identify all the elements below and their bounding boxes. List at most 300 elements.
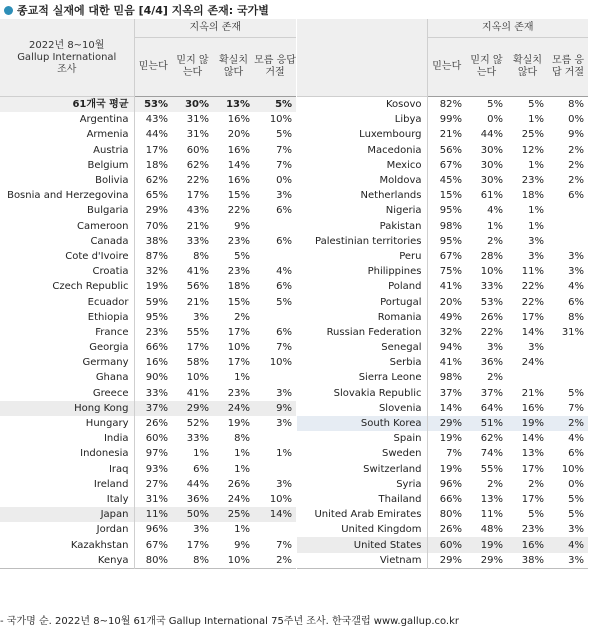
no-answer-value: 2% bbox=[568, 159, 585, 171]
unsure-value: 23% bbox=[521, 175, 544, 187]
country-name: Bulgaria bbox=[0, 203, 134, 218]
country-name: Mexico bbox=[297, 158, 427, 173]
table-row bbox=[0, 264, 296, 279]
no-answer-value: 14% bbox=[254, 507, 296, 522]
not-believe-value: 2% bbox=[487, 478, 503, 490]
unsure-value: 25% bbox=[213, 507, 254, 522]
not-believe-value: 64% bbox=[480, 402, 503, 414]
col-not-believe-header-right: 믿지 않는다 bbox=[466, 38, 507, 97]
table-row bbox=[297, 355, 588, 370]
believe-value: 95% bbox=[439, 235, 462, 247]
table-row bbox=[0, 188, 296, 203]
not-believe-value: 10% bbox=[186, 372, 209, 384]
believe-value: 95% bbox=[439, 205, 462, 217]
believe-value: 67% bbox=[439, 159, 462, 171]
country-name: Japan bbox=[0, 507, 134, 522]
no-answer-value: 3% bbox=[568, 250, 585, 262]
not-believe-value: 41% bbox=[186, 387, 209, 399]
believe-value: 37% bbox=[439, 387, 462, 399]
not-believe-value: 3% bbox=[487, 342, 503, 354]
no-answer-value: 0% bbox=[568, 478, 585, 490]
no-answer-value bbox=[254, 431, 296, 446]
table-row bbox=[297, 370, 588, 385]
unsure-value: 17% bbox=[227, 357, 250, 369]
no-answer-value: 2% bbox=[276, 554, 293, 566]
table-row bbox=[297, 158, 588, 173]
country-name: Philippines bbox=[297, 264, 427, 279]
unsure-value: 10% bbox=[227, 554, 250, 566]
believe-value: 49% bbox=[439, 311, 462, 323]
believe-value: 56% bbox=[439, 144, 462, 156]
not-believe-value: 1% bbox=[487, 220, 503, 232]
table-row bbox=[297, 507, 588, 522]
col-not-believe-header: 믿지 않는다 bbox=[172, 38, 213, 97]
believe-value: 32% bbox=[439, 326, 462, 338]
no-answer-value: 1% bbox=[276, 448, 293, 460]
table-row bbox=[297, 537, 588, 552]
country-name: Slovenia bbox=[297, 401, 427, 416]
unsure-value: 2% bbox=[234, 311, 250, 323]
no-answer-value: 9% bbox=[568, 129, 585, 141]
no-answer-value: 4% bbox=[568, 281, 585, 293]
country-name: Czech Republic bbox=[0, 279, 134, 294]
no-answer-value: 7% bbox=[276, 159, 293, 171]
country-name: Ethiopia bbox=[0, 310, 134, 325]
table-row bbox=[297, 234, 588, 249]
believe-value: 26% bbox=[439, 524, 462, 536]
unsure-value: 1% bbox=[528, 114, 544, 126]
no-answer-value bbox=[548, 219, 588, 234]
believe-value: 43% bbox=[145, 114, 168, 126]
not-believe-value: 62% bbox=[186, 159, 209, 171]
table-left bbox=[0, 19, 296, 569]
table-row bbox=[297, 310, 588, 325]
table-row bbox=[0, 112, 296, 127]
believe-value: 26% bbox=[145, 418, 168, 430]
table-row bbox=[0, 355, 296, 370]
country-name: Hungary bbox=[0, 416, 134, 431]
table-row bbox=[0, 340, 296, 355]
table-row bbox=[0, 173, 296, 188]
no-answer-value: 0% bbox=[276, 175, 293, 187]
not-believe-value: 4% bbox=[487, 205, 503, 217]
country-name: Belgium bbox=[0, 158, 134, 173]
country-name: Greece bbox=[0, 386, 134, 401]
survey-info-header bbox=[0, 19, 134, 97]
no-answer-value: 6% bbox=[276, 281, 293, 293]
country-name: Peru bbox=[297, 249, 427, 264]
unsure-value: 23% bbox=[227, 387, 250, 399]
table-row bbox=[297, 219, 588, 234]
table-right bbox=[297, 19, 588, 569]
believe-value: 41% bbox=[439, 281, 462, 293]
not-believe-value: 33% bbox=[480, 281, 503, 293]
unsure-value: 22% bbox=[227, 205, 250, 217]
unsure-value: 9% bbox=[234, 220, 250, 232]
no-answer-value: 9% bbox=[254, 401, 296, 416]
believe-value: 59% bbox=[145, 296, 168, 308]
believe-value: 29% bbox=[145, 205, 168, 217]
table-row bbox=[0, 234, 296, 249]
no-answer-value: 6% bbox=[568, 296, 585, 308]
unsure-value: 22% bbox=[521, 281, 544, 293]
country-name: Indonesia bbox=[0, 446, 134, 461]
table-row bbox=[297, 401, 588, 416]
not-believe-value: 11% bbox=[480, 509, 503, 521]
no-answer-value bbox=[254, 249, 296, 264]
believe-value: 87% bbox=[145, 250, 168, 262]
table-row bbox=[297, 97, 588, 113]
believe-value: 20% bbox=[439, 296, 462, 308]
believe-value: 27% bbox=[145, 478, 168, 490]
country-name: Serbia bbox=[297, 355, 427, 370]
country-name: Senegal bbox=[297, 340, 427, 355]
country-name: Switzerland bbox=[297, 462, 427, 477]
title-text: 종교적 실재에 대한 믿음 [4/4] 지옥의 존재: 국가별 bbox=[17, 4, 269, 17]
table-row bbox=[0, 507, 296, 522]
not-believe-value: 2% bbox=[487, 372, 503, 384]
table-right-body bbox=[297, 97, 588, 569]
no-answer-value: 4% bbox=[568, 433, 585, 445]
table-row bbox=[0, 401, 296, 416]
unsure-value: 14% bbox=[227, 159, 250, 171]
unsure-value: 13% bbox=[521, 448, 544, 460]
no-answer-value: 7% bbox=[276, 144, 293, 156]
believe-value: 82% bbox=[439, 99, 462, 111]
table-row bbox=[297, 553, 588, 569]
country-name: Bosnia and Herzegovina bbox=[0, 188, 134, 203]
not-believe-value: 51% bbox=[466, 416, 507, 431]
country-name: Iraq bbox=[0, 462, 134, 477]
no-answer-value bbox=[254, 370, 296, 385]
unsure-value: 2% bbox=[528, 478, 544, 490]
believe-value: 18% bbox=[145, 159, 168, 171]
not-believe-value: 44% bbox=[480, 129, 503, 141]
table-row bbox=[297, 325, 588, 340]
not-believe-value: 55% bbox=[186, 326, 209, 338]
no-answer-value: 3% bbox=[568, 266, 585, 278]
unsure-value: 1% bbox=[528, 205, 544, 217]
believe-value: 44% bbox=[145, 129, 168, 141]
table-row bbox=[297, 431, 588, 446]
unsure-value: 1% bbox=[234, 463, 250, 475]
unsure-value: 17% bbox=[521, 463, 544, 475]
no-answer-value bbox=[548, 203, 588, 218]
unsure-value: 12% bbox=[521, 144, 544, 156]
not-believe-value: 29% bbox=[172, 401, 213, 416]
country-name: Cameroon bbox=[0, 219, 134, 234]
believe-value: 66% bbox=[145, 342, 168, 354]
believe-value: 14% bbox=[439, 402, 462, 414]
not-believe-value: 17% bbox=[186, 539, 209, 551]
country-name: South Korea bbox=[297, 416, 427, 431]
country-name: Luxembourg bbox=[297, 127, 427, 142]
believe-value: 38% bbox=[145, 235, 168, 247]
unsure-value bbox=[507, 370, 548, 385]
believe-value: 67% bbox=[439, 250, 462, 262]
not-believe-value: 31% bbox=[186, 114, 209, 126]
believe-value: 17% bbox=[145, 144, 168, 156]
believe-value: 19% bbox=[145, 281, 168, 293]
unsure-value: 19% bbox=[507, 416, 548, 431]
country-name: Kenya bbox=[0, 553, 134, 569]
unsure-value: 23% bbox=[227, 235, 250, 247]
no-answer-value: 10% bbox=[269, 357, 293, 369]
unsure-value: 1% bbox=[234, 372, 250, 384]
table-row bbox=[297, 188, 588, 203]
believe-value: 65% bbox=[145, 190, 168, 202]
not-believe-value: 53% bbox=[480, 296, 503, 308]
table-row bbox=[0, 143, 296, 158]
group-header: 지옥의 존재 bbox=[134, 19, 296, 38]
table-row bbox=[0, 249, 296, 264]
not-believe-value: 19% bbox=[466, 537, 507, 552]
not-believe-value: 61% bbox=[480, 190, 503, 202]
no-answer-value bbox=[548, 340, 588, 355]
unsure-value: 1% bbox=[234, 524, 250, 536]
believe-value: 99% bbox=[439, 114, 462, 126]
table-row bbox=[297, 112, 588, 127]
country-name: Argentina bbox=[0, 112, 134, 127]
unsure-value: 3% bbox=[528, 342, 544, 354]
table-row bbox=[297, 264, 588, 279]
believe-value: 19% bbox=[439, 433, 462, 445]
country-name: Thailand bbox=[297, 492, 427, 507]
believe-value: 62% bbox=[145, 175, 168, 187]
country-name: Sweden bbox=[297, 446, 427, 461]
not-believe-value: 56% bbox=[186, 281, 209, 293]
table-row bbox=[0, 462, 296, 477]
country-name: Poland bbox=[297, 279, 427, 294]
not-believe-value: 0% bbox=[487, 114, 503, 126]
unsure-value: 24% bbox=[213, 401, 254, 416]
country-name: Cote d'Ivoire bbox=[0, 249, 134, 264]
country-name: Romania bbox=[297, 310, 427, 325]
unsure-value: 18% bbox=[227, 281, 250, 293]
unsure-value: 25% bbox=[521, 129, 544, 141]
unsure-value: 3% bbox=[528, 250, 544, 262]
unsure-value: 1% bbox=[234, 448, 250, 460]
table-row bbox=[0, 446, 296, 461]
table-row bbox=[297, 446, 588, 461]
table-row bbox=[0, 294, 296, 309]
unsure-value: 1% bbox=[528, 220, 544, 232]
unsure-value: 5% bbox=[234, 250, 250, 262]
survey-label: 조사 bbox=[57, 63, 77, 75]
page-title bbox=[4, 2, 269, 18]
country-name: United Arab Emirates bbox=[297, 507, 427, 522]
not-believe-value: 31% bbox=[186, 129, 209, 141]
no-answer-value: 3% bbox=[276, 190, 293, 202]
table-row bbox=[297, 522, 588, 537]
country-name: Hong Kong bbox=[0, 401, 134, 416]
believe-value: 80% bbox=[145, 554, 168, 566]
unsure-value: 14% bbox=[521, 433, 544, 445]
not-believe-value: 60% bbox=[186, 144, 209, 156]
unsure-value: 5% bbox=[528, 509, 544, 521]
no-answer-value: 5% bbox=[276, 129, 293, 141]
believe-value: 67% bbox=[145, 539, 168, 551]
table-row bbox=[0, 158, 296, 173]
average-no-answer: 5% bbox=[254, 97, 296, 113]
table-row bbox=[0, 553, 296, 569]
table-row bbox=[0, 370, 296, 385]
believe-value: 60% bbox=[145, 433, 168, 445]
unsure-value: 15% bbox=[227, 190, 250, 202]
not-believe-value: 22% bbox=[186, 175, 209, 187]
no-answer-value: 3% bbox=[276, 387, 293, 399]
unsure-value: 10% bbox=[227, 342, 250, 354]
table-row bbox=[0, 386, 296, 401]
no-answer-value: 6% bbox=[568, 448, 585, 460]
no-answer-value: 3% bbox=[276, 418, 293, 430]
believe-value: 75% bbox=[439, 266, 462, 278]
unsure-value: 17% bbox=[227, 326, 250, 338]
col-no-answer-header: 모름 응답 거절 bbox=[254, 38, 296, 97]
country-name: Ireland bbox=[0, 477, 134, 492]
average-unsure: 13% bbox=[213, 97, 254, 113]
table-row bbox=[0, 477, 296, 492]
believe-value: 98% bbox=[439, 372, 462, 384]
country-name: Ghana bbox=[0, 370, 134, 385]
no-answer-value: 4% bbox=[548, 537, 588, 552]
not-believe-value: 44% bbox=[186, 478, 209, 490]
country-name: Croatia bbox=[0, 264, 134, 279]
table-row bbox=[297, 416, 588, 431]
no-answer-value bbox=[254, 462, 296, 477]
survey-date: 2022년 8~10월 bbox=[29, 39, 105, 51]
no-answer-value: 7% bbox=[276, 539, 293, 551]
no-answer-value: 3% bbox=[276, 478, 293, 490]
believe-value: 98% bbox=[439, 220, 462, 232]
table-row bbox=[0, 492, 296, 507]
table-row bbox=[0, 279, 296, 294]
country-name: Russian Federation bbox=[297, 325, 427, 340]
not-believe-value: 55% bbox=[480, 463, 503, 475]
blank-corner-header bbox=[297, 19, 427, 97]
country-name: Portugal bbox=[297, 294, 427, 309]
country-name: United States bbox=[297, 537, 427, 552]
not-believe-value: 41% bbox=[186, 266, 209, 278]
not-believe-value: 62% bbox=[480, 433, 503, 445]
believe-value: 70% bbox=[145, 220, 168, 232]
table-row bbox=[297, 173, 588, 188]
unsure-value: 23% bbox=[521, 524, 544, 536]
not-believe-value: 6% bbox=[193, 463, 209, 475]
country-name: Jordan bbox=[0, 522, 134, 537]
country-name: Nigeria bbox=[297, 203, 427, 218]
table-row bbox=[297, 492, 588, 507]
no-answer-value: 6% bbox=[568, 190, 585, 202]
country-name: Spain bbox=[297, 431, 427, 446]
table-row bbox=[0, 203, 296, 218]
not-believe-value: 3% bbox=[193, 524, 209, 536]
believe-value: 94% bbox=[439, 342, 462, 354]
believe-value: 90% bbox=[145, 372, 168, 384]
unsure-value: 1% bbox=[528, 159, 544, 171]
unsure-value: 24% bbox=[227, 493, 250, 505]
not-believe-value: 30% bbox=[480, 159, 503, 171]
table-row bbox=[297, 249, 588, 264]
table-row bbox=[297, 386, 588, 401]
country-name: Netherlands bbox=[297, 188, 427, 203]
unsure-value: 16% bbox=[507, 537, 548, 552]
country-name: Moldova bbox=[297, 173, 427, 188]
not-believe-value: 28% bbox=[480, 250, 503, 262]
believe-value: 33% bbox=[145, 387, 168, 399]
col-no-answer-header-right: 모름 응답 거절 bbox=[548, 38, 588, 97]
table-row bbox=[297, 143, 588, 158]
col-unsure-header-right: 확실치 않다 bbox=[507, 38, 548, 97]
not-believe-value: 8% bbox=[193, 554, 209, 566]
unsure-value: 18% bbox=[521, 190, 544, 202]
no-answer-value bbox=[254, 219, 296, 234]
not-believe-value: 1% bbox=[193, 448, 209, 460]
believe-value: 21% bbox=[439, 129, 462, 141]
not-believe-value: 58% bbox=[186, 357, 209, 369]
not-believe-value: 48% bbox=[480, 524, 503, 536]
not-believe-value: 21% bbox=[186, 296, 209, 308]
no-answer-value: 6% bbox=[276, 235, 293, 247]
believe-value: 16% bbox=[145, 357, 168, 369]
not-believe-value: 2% bbox=[487, 235, 503, 247]
not-believe-value: 30% bbox=[480, 175, 503, 187]
not-believe-value: 36% bbox=[480, 357, 503, 369]
believe-value: 29% bbox=[427, 416, 466, 431]
country-name: Italy bbox=[0, 492, 134, 507]
not-believe-value: 17% bbox=[186, 190, 209, 202]
country-name: Libya bbox=[297, 112, 427, 127]
not-believe-value: 74% bbox=[480, 448, 503, 460]
table-row bbox=[297, 203, 588, 218]
no-answer-value: 5% bbox=[568, 387, 585, 399]
table-row bbox=[0, 325, 296, 340]
unsure-value: 19% bbox=[227, 418, 250, 430]
not-believe-value: 36% bbox=[186, 493, 209, 505]
not-believe-value: 21% bbox=[186, 220, 209, 232]
table-row bbox=[297, 127, 588, 142]
table-row bbox=[0, 219, 296, 234]
col-unsure-header: 확실치 않다 bbox=[213, 38, 254, 97]
unsure-value: 3% bbox=[528, 235, 544, 247]
believe-value: 7% bbox=[446, 448, 462, 460]
no-answer-value: 3% bbox=[568, 524, 585, 536]
not-believe-value: 30% bbox=[480, 144, 503, 156]
country-name: Kazakhstan bbox=[0, 537, 134, 552]
believe-value: 96% bbox=[439, 478, 462, 490]
unsure-value: 16% bbox=[227, 144, 250, 156]
no-answer-value: 0% bbox=[568, 114, 585, 126]
no-answer-value: 7% bbox=[568, 402, 585, 414]
table-row bbox=[297, 477, 588, 492]
no-answer-value: 2% bbox=[568, 175, 585, 187]
unsure-value: 8% bbox=[234, 433, 250, 445]
table-left-body bbox=[0, 97, 296, 569]
believe-value: 60% bbox=[427, 537, 466, 552]
no-answer-value: 4% bbox=[276, 266, 293, 278]
no-answer-value: 10% bbox=[269, 114, 293, 126]
no-answer-value: 7% bbox=[276, 342, 293, 354]
believe-value: 96% bbox=[145, 524, 168, 536]
believe-value: 93% bbox=[145, 463, 168, 475]
average-not-believe: 30% bbox=[172, 97, 213, 113]
unsure-value: 38% bbox=[521, 554, 544, 566]
average-label: 61개국 평균 bbox=[0, 97, 134, 113]
believe-value: 41% bbox=[439, 357, 462, 369]
no-answer-value: 31% bbox=[561, 326, 585, 338]
table-row bbox=[0, 127, 296, 142]
believe-value: 11% bbox=[134, 507, 172, 522]
